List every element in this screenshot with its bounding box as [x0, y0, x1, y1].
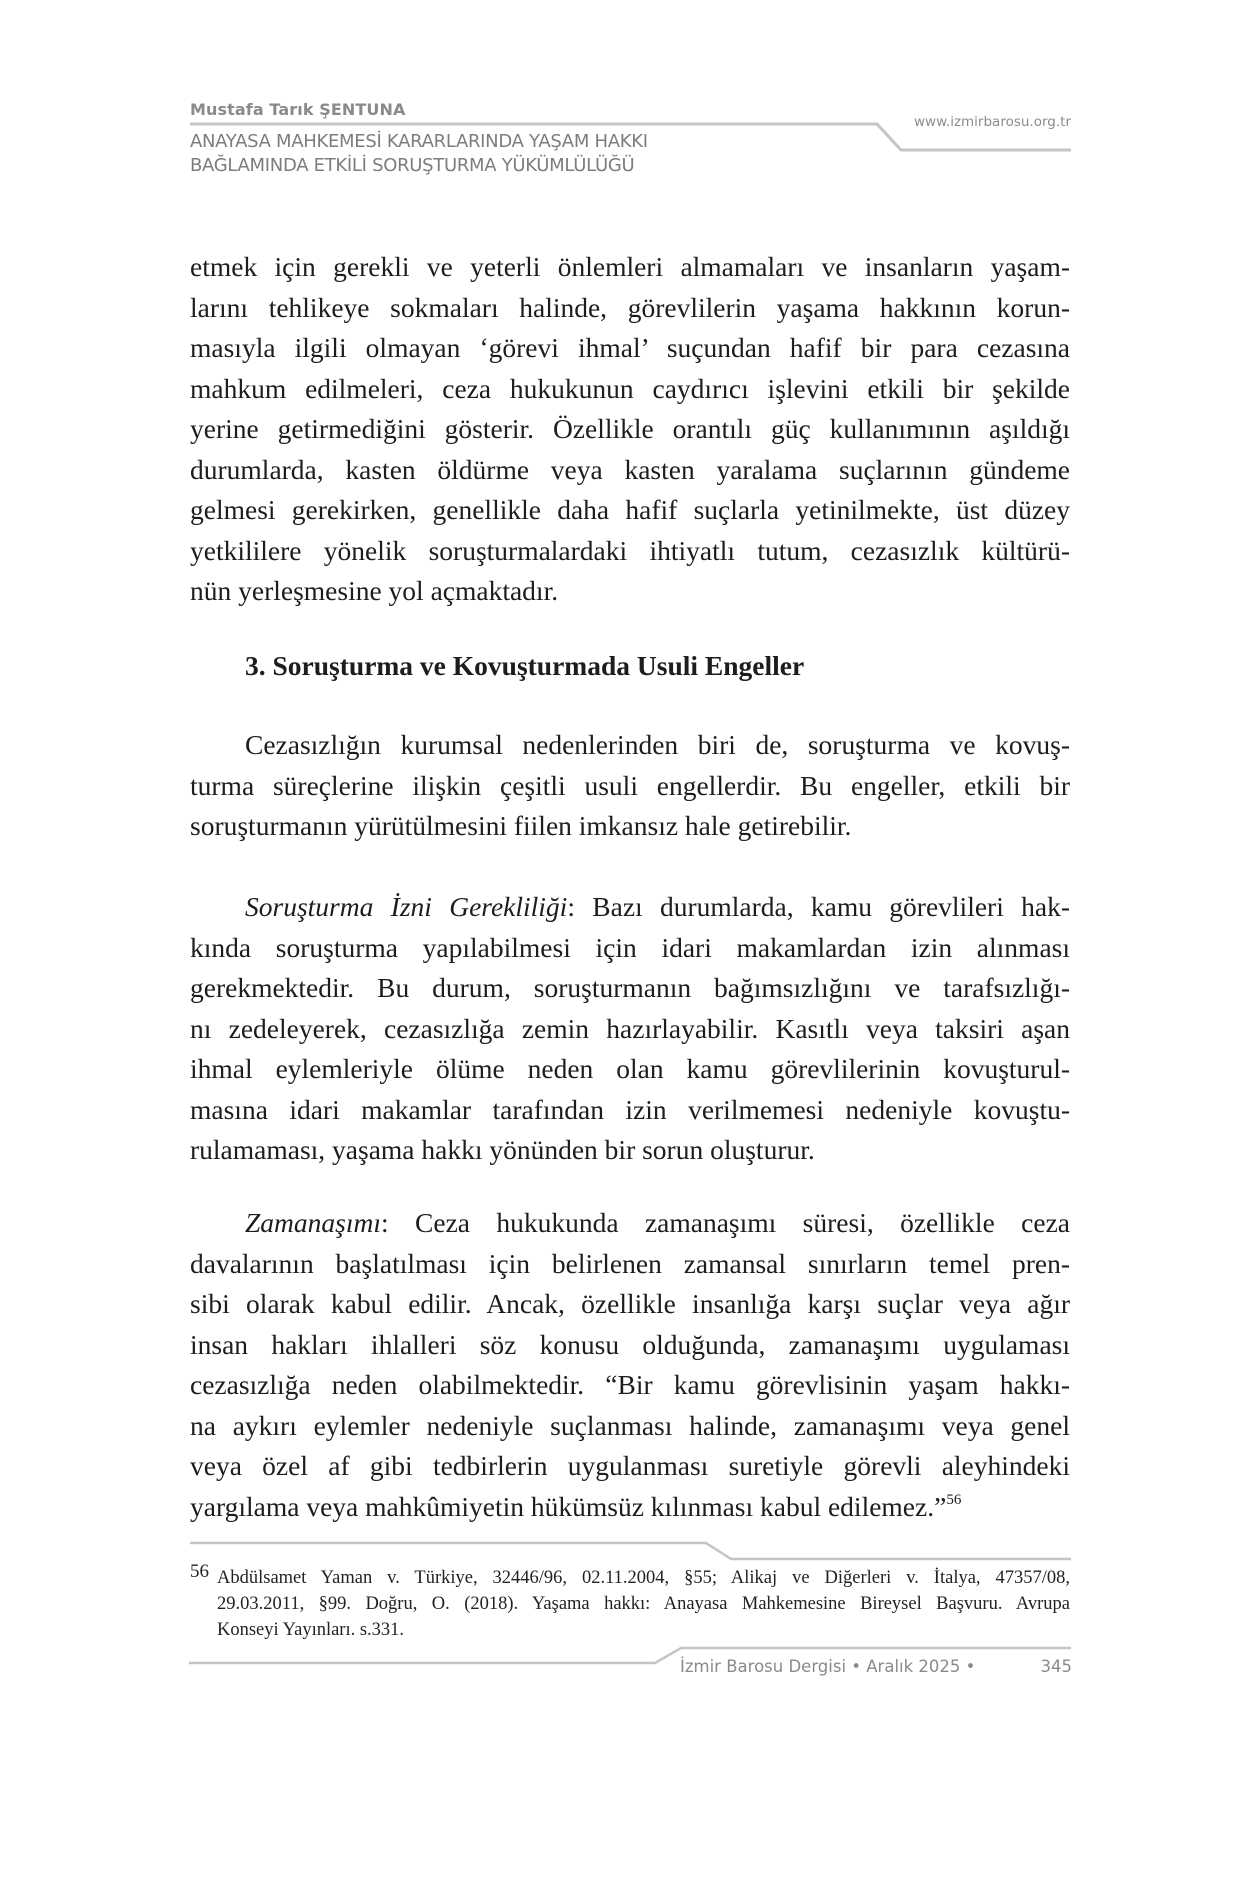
italic-term: Soruşturma İzni Gerekliliği: [245, 891, 568, 922]
footnote-rule: [190, 1543, 1071, 1559]
header-rule: [190, 124, 1071, 150]
footnote-line: Konseyi Yayınları. s.331.: [217, 1620, 405, 1640]
text-line: rulamaması, yaşama hakkı yönünden bir sorun oluşturur.: [190, 1134, 815, 1165]
text-line: cezasızlığa neden olabilmektedir. “Bir kamu görevlisinin yaşam hakkı-: [190, 1369, 1070, 1400]
footnote: [190, 1561, 1070, 1643]
text-line: masıyla ilgili olmayan ‘görevi ihmal’ suçundan hafif bir para cezasına: [190, 332, 1070, 363]
text-line: soruşturmanın yürütülmesini fiilen imkansız hale getirebilir.: [190, 810, 852, 841]
text-line: Cezasızlığın kurumsal nedenlerinden biri de, soruşturma ve kovuş-: [245, 729, 1070, 760]
text-line: nün yerleşmesine yol açmaktadır.: [190, 575, 559, 606]
text-fragment: : Ceza hukukunda zamanaşımı süresi, özellikle ceza: [381, 1207, 1070, 1238]
paragraph-investigation-permit: [190, 887, 1070, 1171]
running-header-author: Mustafa Tarık ŞENTUNA: [190, 100, 406, 119]
text-fragment: : Bazı durumlarda, kamu görevlileri hak-: [567, 891, 1071, 922]
paragraph-statute-of-limitations: [190, 1203, 1070, 1527]
footnote-line: Abdülsamet Yaman v. Türkiye, 32446/96, 02.11.2004, §55; Alikaj ve Diğerleri v. İtalya, 47357/08,: [217, 1568, 1070, 1588]
text-line: gelmesi gerekirken, genellikle daha hafif suçlarla yetinilmekte, üst düzey: [190, 494, 1070, 525]
italic-term: Zamanaşımı: [245, 1207, 381, 1238]
text-line: davalarının başlatılması için belirlenen zamansal sınırların temel pren-: [190, 1247, 1070, 1279]
text-line: etmek için gerekli ve yeterli önlemleri almamaları ve insanların yaşam-: [190, 251, 1070, 282]
text-line: larını tehlikeye sokmaları halinde, görevlilerin yaşama hakkının korun-: [190, 291, 1070, 323]
running-header-title-line-2: BAĞLAMINDA ETKİLİ SORUŞTURMA YÜKÜMLÜLÜĞÜ: [190, 155, 635, 176]
text-fragment: yargılama veya mahkûmiyetin hükümsüz kılınması kabul edilemez.”: [190, 1490, 947, 1522]
footnote-body: [190, 1565, 1070, 1643]
text-line: mahkum edilmeleri, ceza hukukunun caydırıcı işlevini etkili bir şekilde: [190, 372, 1070, 404]
text-line: yetkililere yönelik soruşturmalardaki ihtiyatlı tutum, cezasızlık kültürü-: [190, 534, 1070, 566]
text-line: kında soruşturma yapılabilmesi için idari makamlardan izin alınması: [190, 931, 1070, 963]
section-heading: 3. Soruşturma ve Kovuşturmada Usuli Engeller: [245, 650, 805, 681]
text-line: [190, 1203, 1070, 1244]
running-header-title-line-1: ANAYASA MAHKEMESİ KARARLARINDA YAŞAM HAKKI: [190, 131, 648, 152]
text-line: durumlarda, kasten öldürme veya kasten yaralama suçlarının gündeme: [190, 453, 1070, 485]
footnote-line: 29.03.2011, §99. Doğru, O. (2018). Yaşama hakkı: Anayasa Mahkemesine Bireysel Başvuru. Avrupa: [217, 1594, 1070, 1614]
text-line: insan hakları ihlalleri söz konusu olduğunda, zamanaşımı uygulaması: [190, 1328, 1070, 1360]
text-line: na aykırı eylemler nedeniyle suçlanması halinde, zamanaşımı veya genel: [190, 1409, 1070, 1441]
page-footer: [680, 1657, 1072, 1676]
text-line: turma süreçlerine ilişkin çeşitli usuli engellerdir. Bu engeller, etkili bir: [190, 769, 1070, 801]
page-number: 345: [1040, 1657, 1072, 1676]
text-line: gerekmektedir. Bu durum, soruşturmanın bağımsızlığını ve tarafsızlığı-: [190, 972, 1070, 1003]
website-url: www.izmirbarosu.org.tr: [914, 114, 1071, 130]
paragraph-procedural-obstacles: [190, 725, 1070, 847]
text-line: [190, 887, 1070, 928]
footnote-reference[interactable]: 56: [946, 1491, 962, 1508]
text-line: [190, 1487, 1070, 1528]
text-line: yerine getirmediğini gösterir. Özellikle orantılı güç kullanımının aşıldığı: [190, 413, 1070, 444]
journal-info: İzmir Barosu Dergisi • Aralık 2025 •: [680, 1657, 976, 1676]
footnote-number: 56: [190, 1561, 209, 1582]
paragraph-continuation: [190, 247, 1070, 612]
text-line: ihmal eylemleriyle ölüme neden olan kamu görevlilerinin kovuşturul-: [190, 1053, 1070, 1084]
text-line: sibi olarak kabul edilir. Ancak, özellikle insanlığa karşı suçlar veya ağır: [190, 1288, 1070, 1319]
text-line: masına idari makamlar tarafından izin verilmemesi nedeniyle kovuştu-: [190, 1093, 1070, 1125]
text-line: nı zedeleyerek, cezasızlığa zemin hazırlayabilir. Kasıtlı veya taksiri aşan: [190, 1012, 1070, 1044]
text-line: veya özel af gibi tedbirlerin uygulanması suretiyle görevli aleyhindeki: [190, 1450, 1070, 1481]
